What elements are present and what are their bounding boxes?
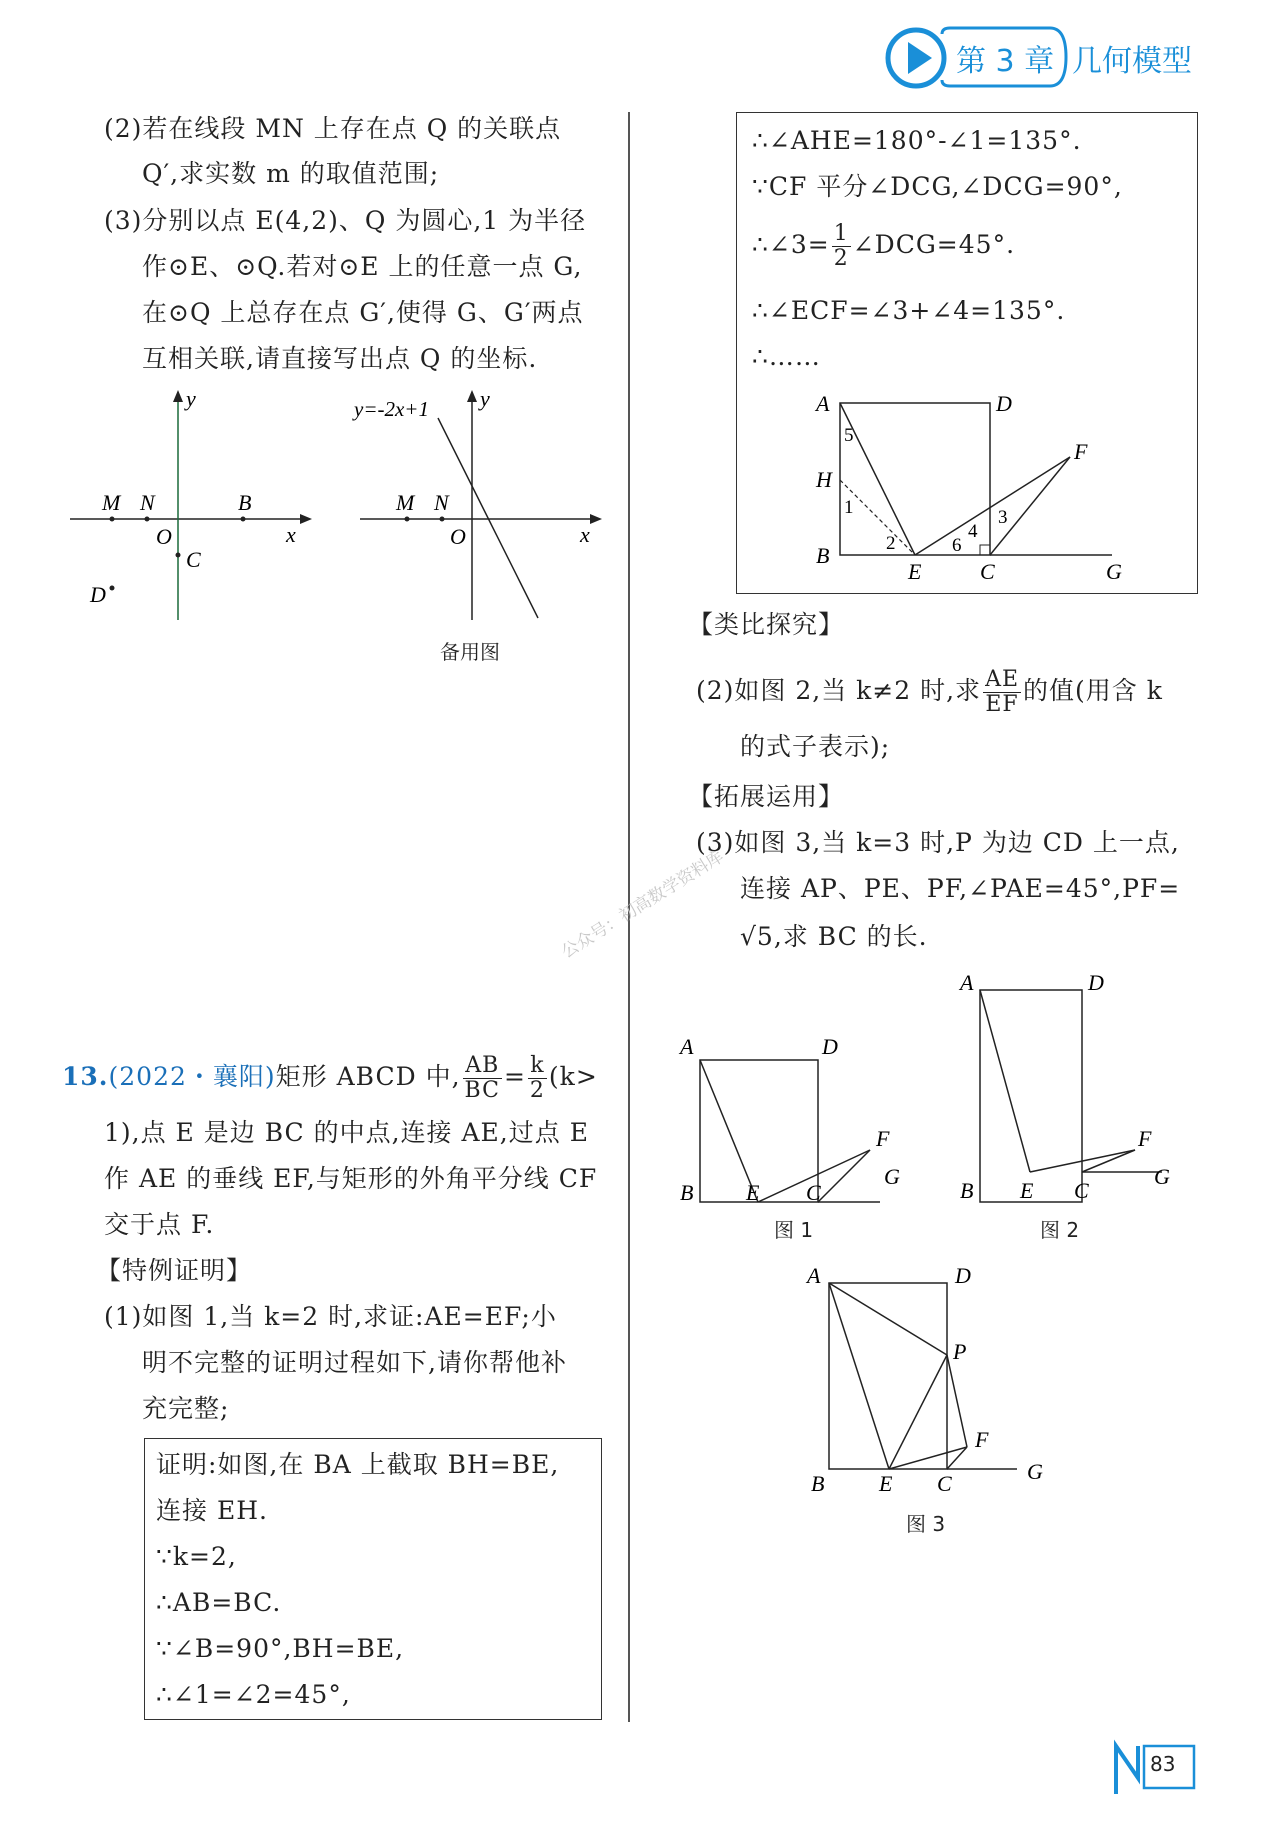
proof-figure	[800, 385, 1140, 585]
sub1-line3: 充完整;	[142, 1394, 230, 1423]
proof-cont-3b: ∠DCG=45°.	[852, 230, 1016, 259]
y-axis-label: y	[186, 386, 196, 411]
chapter-title: 几何模型	[1072, 44, 1192, 79]
fig1-label-f: F	[876, 1126, 890, 1151]
fraction-numerator: AE	[985, 667, 1020, 692]
label-g: G	[1106, 559, 1122, 584]
fig1-label-b: B	[680, 1180, 694, 1205]
fraction-numerator: 1	[833, 221, 849, 246]
page-number: 83	[1150, 1752, 1176, 1776]
angle-4: 4	[968, 521, 978, 542]
fig3-label-p: P	[953, 1339, 967, 1364]
fraction-numerator: k	[528, 1054, 547, 1079]
proof-line-3: ∵k=2,	[156, 1542, 237, 1571]
fig2-label-c: C	[1074, 1178, 1089, 1203]
fig2-caption: 图 2	[1040, 1218, 1080, 1242]
fig1-label-e: E	[746, 1180, 760, 1205]
proof-line-4: ∴AB=BC.	[156, 1588, 282, 1617]
chapter-label: 第 3 章	[956, 44, 1055, 79]
angle-2: 2	[886, 533, 896, 554]
angle-6: 6	[952, 535, 962, 556]
q2-line2: Q′,求实数 m 的取值范围;	[142, 159, 440, 188]
point-n-label: N	[140, 490, 155, 515]
graph2-caption: 备用图	[440, 640, 500, 664]
fig2-label-e: E	[1020, 1178, 1034, 1203]
fraction-ab-bc	[463, 1054, 502, 1103]
problem-13-line4: 交于点 F.	[104, 1210, 215, 1239]
fig3-label-a: A	[807, 1263, 821, 1288]
origin-label-2: O	[450, 524, 466, 549]
proof-cont-5: ∴……	[752, 342, 821, 371]
proof-cont-3	[752, 222, 1015, 271]
sub1-line2: 明不完整的证明过程如下,请你帮他补	[142, 1348, 567, 1377]
equals-sign: =	[503, 1062, 526, 1091]
problem-source: (2022・襄阳)	[108, 1062, 276, 1091]
watermark: 公众号：初高数学资料库	[558, 846, 728, 963]
origin-label: O	[156, 524, 172, 549]
section-special-proof: 【特例证明】	[96, 1256, 253, 1285]
figure-1	[670, 1030, 910, 1210]
fraction-k-2	[528, 1054, 547, 1103]
label-h: H	[816, 467, 832, 492]
label-f: F	[1074, 439, 1088, 464]
label-e: E	[908, 559, 922, 584]
point-n-label-2: N	[434, 490, 449, 515]
problem-13-line2: 1),点 E 是边 BC 的中点,连接 AE,过点 E	[104, 1118, 589, 1147]
point-m-label-2: M	[396, 490, 415, 515]
label-c: C	[980, 559, 995, 584]
problem-13-line3: 作 AE 的垂线 EF,与矩形的外角平分线 CF	[104, 1164, 598, 1193]
fig3-label-e: E	[879, 1471, 893, 1495]
fraction-denominator: 2	[529, 1078, 545, 1103]
fig3-label-g: G	[1027, 1459, 1043, 1484]
play-icon	[884, 26, 948, 90]
figure-3	[795, 1255, 1065, 1495]
proof-line-5: ∵∠B=90°,BH=BE,	[156, 1634, 405, 1663]
sub2-line2: 的式子表示);	[740, 732, 891, 761]
proof-cont-4: ∴∠ECF=∠3+∠4=135°.	[752, 296, 1066, 325]
fraction-denominator: BC	[464, 1078, 500, 1103]
point-d-label: D	[90, 582, 106, 607]
section-analogy: 【类比探究】	[688, 610, 845, 639]
sub3-line1: (3)如图 3,当 k=3 时,P 为边 CD 上一点,	[696, 828, 1180, 857]
fraction-numerator: AB	[463, 1054, 502, 1079]
label-a: A	[816, 391, 830, 416]
sub2-text-b: 的值(用含 k	[1023, 676, 1163, 705]
q3-line2: 作⊙E、⊙Q.若对⊙E 上的任意一点 G,	[142, 252, 583, 281]
point-c-label: C	[186, 547, 201, 572]
coordinate-graph-1	[60, 380, 320, 630]
fig2-label-b: B	[960, 1178, 974, 1203]
fig3-label-f: F	[975, 1427, 989, 1452]
sub2-line1	[696, 668, 1163, 717]
x-axis-label: x	[286, 522, 296, 547]
fraction-ae-ef	[983, 668, 1021, 717]
q2-line1: (2)若在线段 MN 上存在点 Q 的关联点	[104, 114, 562, 143]
q3-line4: 互相关联,请直接写出点 Q 的坐标.	[142, 344, 538, 373]
fig2-label-g: G	[1154, 1164, 1170, 1189]
fraction-denominator: 2	[833, 246, 849, 271]
angle-3: 3	[998, 507, 1008, 528]
label-d: D	[996, 391, 1012, 416]
sub1-line1: (1)如图 1,当 k=2 时,求证:AE=EF;小	[104, 1302, 557, 1331]
q3-line1: (3)分别以点 E(4,2)、Q 为圆心,1 为半径	[104, 206, 587, 235]
fig1-label-c: C	[806, 1180, 821, 1205]
angle-1: 1	[844, 497, 854, 518]
fig1-label-d: D	[822, 1034, 838, 1059]
fig1-label-g: G	[884, 1164, 900, 1189]
proof-cont-1: ∴∠AHE=180°-∠1=135°.	[752, 126, 1082, 155]
label-b: B	[816, 543, 830, 568]
y-axis-label-2: y	[480, 386, 490, 411]
q3-line3: 在⊙Q 上总存在点 G′,使得 G、G′两点	[142, 298, 584, 327]
fig2-label-a: A	[960, 970, 974, 995]
section-extension: 【拓展运用】	[688, 782, 845, 811]
proof-line-2: 连接 EH.	[156, 1496, 268, 1525]
sub2-text-a: (2)如图 2,当 k≠2 时,求	[696, 676, 982, 705]
problem-13-stem	[62, 1054, 598, 1103]
fraction-half	[832, 222, 851, 271]
proof-cont-3a: ∴∠3=	[752, 230, 830, 259]
fig3-label-d: D	[955, 1263, 971, 1288]
fig1-label-a: A	[680, 1034, 694, 1059]
coordinate-graph-2	[350, 380, 610, 630]
fig3-label-c: C	[937, 1471, 952, 1495]
problem-text-a: 矩形 ABCD 中,	[275, 1062, 461, 1091]
fig1-caption: 图 1	[774, 1218, 814, 1242]
proof-line-6: ∴∠1=∠2=45°,	[156, 1680, 351, 1709]
problem-number: 13.	[62, 1062, 109, 1091]
fig3-caption: 图 3	[906, 1512, 946, 1536]
x-axis-label-2: x	[580, 522, 590, 547]
fig3-label-b: B	[811, 1471, 825, 1495]
proof-cont-2: ∵CF 平分∠DCG,∠DCG=90°,	[752, 172, 1123, 201]
line-equation-label: y=-2x+1	[354, 397, 429, 421]
problem-text-b: (k>	[548, 1062, 598, 1091]
fig2-label-d: D	[1088, 970, 1104, 995]
point-b-label: B	[238, 490, 252, 515]
sub3-line3: √5,求 BC 的长.	[740, 922, 928, 951]
fraction-denominator: EF	[985, 692, 1019, 717]
point-m-label: M	[102, 490, 121, 515]
proof-line-1: 证明:如图,在 BA 上截取 BH=BE,	[156, 1450, 560, 1479]
sub3-line2: 连接 AP、PE、PF,∠PAE=45°,PF=	[740, 874, 1181, 903]
fig2-label-f: F	[1138, 1126, 1152, 1151]
angle-5: 5	[844, 425, 854, 446]
figure-2	[950, 960, 1190, 1210]
